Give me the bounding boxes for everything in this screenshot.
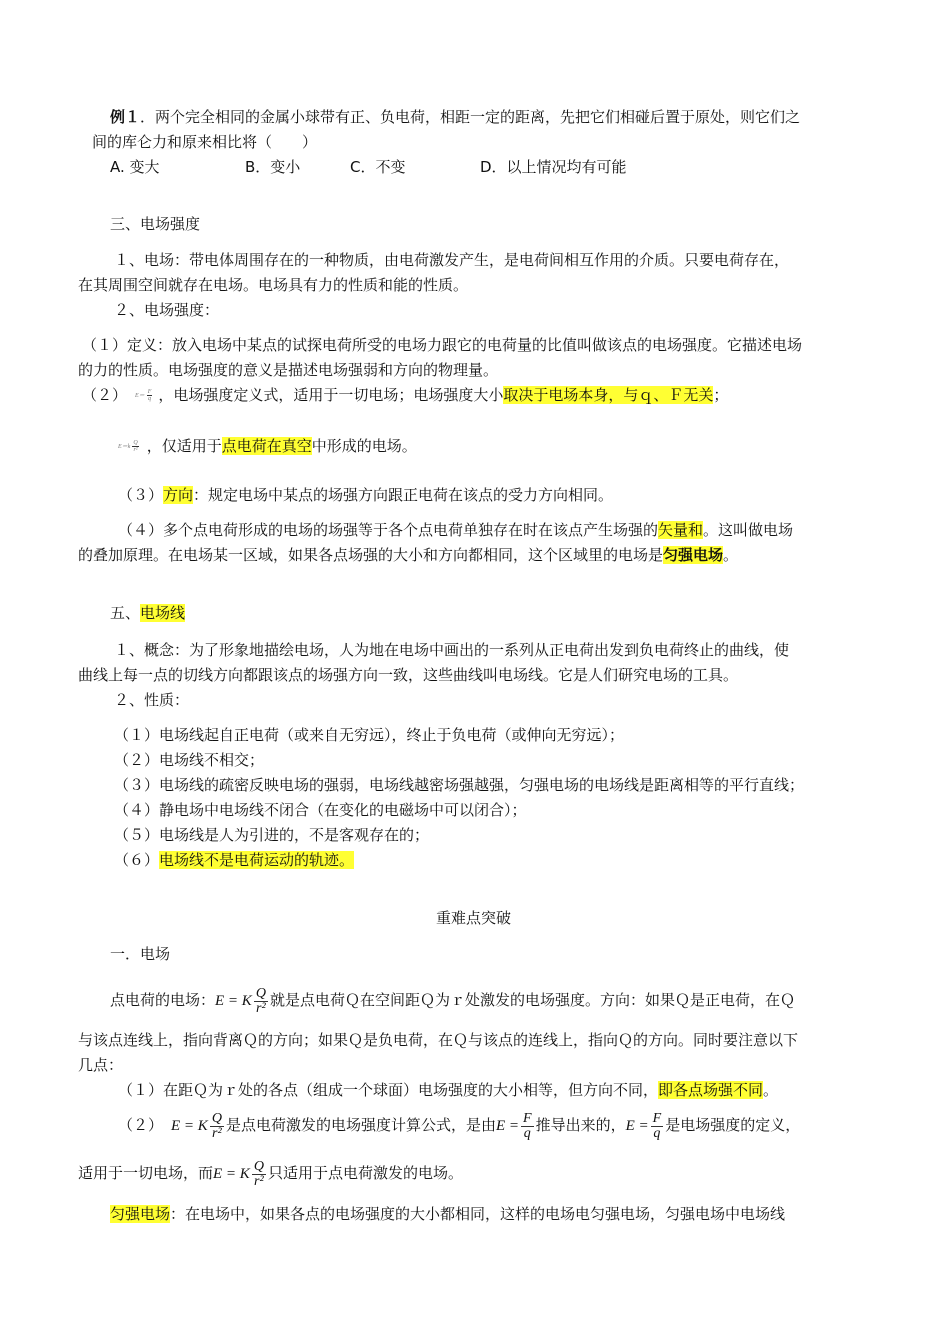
uniform-field-highlight: 匀强电场 <box>110 1205 171 1223</box>
uniform-field-text: ：在电场中，如果各点的电场强度的大小都相同，这样的电场电匀强电场，匀强电场中电场线 <box>170 1205 786 1223</box>
example-text-1: ．两个完全相同的金属小球带有正、负电荷，相距一定的距离，先把它们相碰后置于原处，则它们之 <box>140 108 801 126</box>
option-c: C．不变 <box>350 158 406 176</box>
tiny-formula2-lhs: E＝k <box>118 443 131 450</box>
item-3-highlight: 方向 <box>163 486 194 504</box>
example-label: 例１ <box>110 108 141 126</box>
item-2b-highlight: 点电荷在真空 <box>221 437 312 455</box>
item-3-line <box>118 485 613 505</box>
definition-line-2: 的力的性质。电场强度的意义是描述电场强弱和方向的物理量。 <box>78 361 499 379</box>
example-line-2: 间的库仑力和原来相比将（ ） <box>92 133 318 151</box>
formula-lhs: E = K <box>171 1118 208 1134</box>
item-2b-post: 中形成的电场。 <box>311 437 417 455</box>
formula-den: r² <box>256 1001 266 1017</box>
formula-num: Q <box>211 1111 222 1127</box>
key-points-title: 重难点突破 <box>436 909 512 927</box>
item-4b-highlight: 匀强电场 <box>663 546 724 564</box>
section-5-heading <box>110 603 185 623</box>
item-3-pre: （３） <box>118 486 164 504</box>
item-2-end: ； <box>713 386 729 404</box>
key-point-2-line-2 <box>78 1158 463 1189</box>
section-3-heading: 三、电场强度 <box>110 215 201 233</box>
key-point-1 <box>118 1080 778 1100</box>
key-point-1-highlight: 即各点场强不同 <box>658 1081 764 1099</box>
formula-lhs: E = K <box>215 993 252 1009</box>
section-5-heading-highlight: 电场线 <box>140 604 186 622</box>
key-points-subheading: 一．电场 <box>110 945 171 963</box>
point-charge-line-3: 几点： <box>78 1056 124 1074</box>
point-charge-pre: 点电荷的电场： <box>110 991 216 1009</box>
item-2-prefix: （２） <box>82 386 128 404</box>
property-1: （１）电场线起自正电荷（或来自无穷远），终止于负电荷（或伸向无穷远）； <box>114 726 625 744</box>
formula-num: Q <box>253 1159 264 1175</box>
key-point-2-text-a: 是点电荷激发的电场强度计算公式，是由 <box>225 1116 496 1134</box>
section-5-heading-pre: 五、 <box>110 604 141 622</box>
property-6-highlight: 电场线不是电荷运动的轨迹。 <box>159 851 355 869</box>
property-2: （２）电场线不相交； <box>114 751 265 769</box>
item-3-post: ：规定电场中某点的场强方向跟正电荷在该点的受力方向相同。 <box>193 486 614 504</box>
tiny-formula-num: F <box>147 389 152 395</box>
tiny-formula-definition <box>135 389 154 402</box>
point-charge-line-2: 与该点连线上，指向背离Ｑ的方向；如果Ｑ是负电荷，在Ｑ与该点的连线上，指向Ｑ的方向。同时要注意以下 <box>78 1031 799 1049</box>
concept-line-1: １、概念：为了形象地描绘电场，人为地在电场中画出的一系列从正电荷出发到负电荷终止的曲线，使 <box>114 641 790 659</box>
formula-def-lhs: E = <box>625 1118 649 1134</box>
item-2-line <box>82 385 728 405</box>
formula-def-num: F <box>652 1111 662 1127</box>
point-charge-post: 就是点电荷Ｑ在空间距Ｑ为ｒ处激发的电场强度。方向：如果Ｑ是正电荷，在Ｑ <box>269 991 795 1009</box>
property-3: （３）电场线的疏密反映电场的强弱，电场线越密场强越强，匀强电场的电场线是距离相等的平行直线； <box>114 776 805 794</box>
formula-def-num: F <box>523 1111 532 1127</box>
formula-point-charge-3 <box>213 1159 268 1190</box>
formula-lhs: E = K <box>213 1166 250 1182</box>
item-4-pre: （４）多个点电荷形成的电场的场强等于各个点电荷单独存在时在该点产生场强的 <box>118 521 659 539</box>
option-d: D．以上情况均有可能 <box>480 158 627 176</box>
formula-den: r² <box>212 1126 222 1142</box>
item-2-text: ，电场强度定义式，适用于一切电场；电场强度大小 <box>158 386 504 404</box>
key-point-2-line-1 <box>118 1110 800 1141</box>
key-point-1-post: 。 <box>763 1081 779 1099</box>
property-6 <box>114 850 354 870</box>
tiny-formula-point-charge <box>118 440 141 453</box>
property-4: （４）静电场中电场线不闭合（在变化的电磁场中可以闭合）； <box>114 801 527 819</box>
item-4-post: 。这叫做电场 <box>703 521 794 539</box>
item-4-line-1 <box>118 520 793 540</box>
formula-def-den: q <box>653 1126 661 1142</box>
formula-def-den: q <box>523 1126 531 1142</box>
uniform-field-line <box>110 1204 785 1224</box>
tiny-formula2-num: Q <box>133 440 138 446</box>
option-a: A. 变大 <box>110 158 160 176</box>
formula-definition <box>495 1111 536 1142</box>
item-4b-pre: 的叠加原理。在电场某一区域，如果各点场强的大小和方向都相同，这个区域里的电场是 <box>78 546 664 564</box>
key-point-2-pre: （２） <box>118 1116 164 1134</box>
item-4-line-2 <box>78 545 738 565</box>
formula-def-lhs: E = <box>495 1118 519 1134</box>
tiny-formula2-den: r² <box>133 447 138 453</box>
property-6-pre: （６） <box>114 851 160 869</box>
concept-line-2: 曲线上每一点的切线方向都跟该点的场强方向一致，这些曲线叫电场线。它是人们研究电场的工具。 <box>78 666 739 684</box>
field-para-line-1: １、电场：带电体周围存在的一种物质，由电荷激发产生，是电荷间相互作用的介质。只要电荷存在， <box>114 251 790 269</box>
tiny-formula-lhs: E＝ <box>135 392 145 399</box>
item-2-highlight: 取决于电场本身，与ｑ、Ｆ无关 <box>503 386 714 404</box>
properties-heading: ２、性质： <box>114 691 190 709</box>
example-line-1 <box>110 107 800 127</box>
key-point-2-text-b: 推导出来的， <box>535 1116 626 1134</box>
item-2b-pre: ，仅适用于 <box>146 437 222 455</box>
key-point-1-pre: （１）在距Ｑ为ｒ处的各点（组成一个球面）电场强度的大小相等，但方向不同， <box>118 1081 659 1099</box>
key-point-2-line-2-post: 只适用于点电荷激发的电场。 <box>267 1164 463 1182</box>
formula-num: Q <box>255 986 266 1002</box>
item-4b-post: 。 <box>723 546 739 564</box>
item-2b-line <box>118 436 417 456</box>
field-strength-heading: ２、电场强度： <box>114 301 220 319</box>
definition-line-1: （１）定义：放入电场中某点的试探电荷所受的电场力跟它的电荷量的比值叫做该点的电场强度。它描述电场 <box>82 336 803 354</box>
property-5: （５）电场线是人为引进的，不是客观存在的； <box>114 826 430 844</box>
tiny-formula-den: q <box>148 396 152 402</box>
formula-point-charge-2 <box>171 1111 226 1142</box>
key-point-2-line-2-pre: 适用于一切电场，而 <box>78 1164 214 1182</box>
option-b: B．变小 <box>245 158 301 176</box>
item-4-highlight: 矢量和 <box>658 521 704 539</box>
formula-den: r² <box>254 1174 264 1190</box>
point-charge-line-1 <box>110 985 795 1016</box>
formula-point-charge <box>215 986 270 1017</box>
field-para-line-2: 在其周围空间就存在电场。电场具有力的性质和能的性质。 <box>78 276 469 294</box>
key-point-2-text-c: 是电场强度的定义， <box>665 1116 801 1134</box>
formula-definition-2 <box>625 1111 666 1142</box>
